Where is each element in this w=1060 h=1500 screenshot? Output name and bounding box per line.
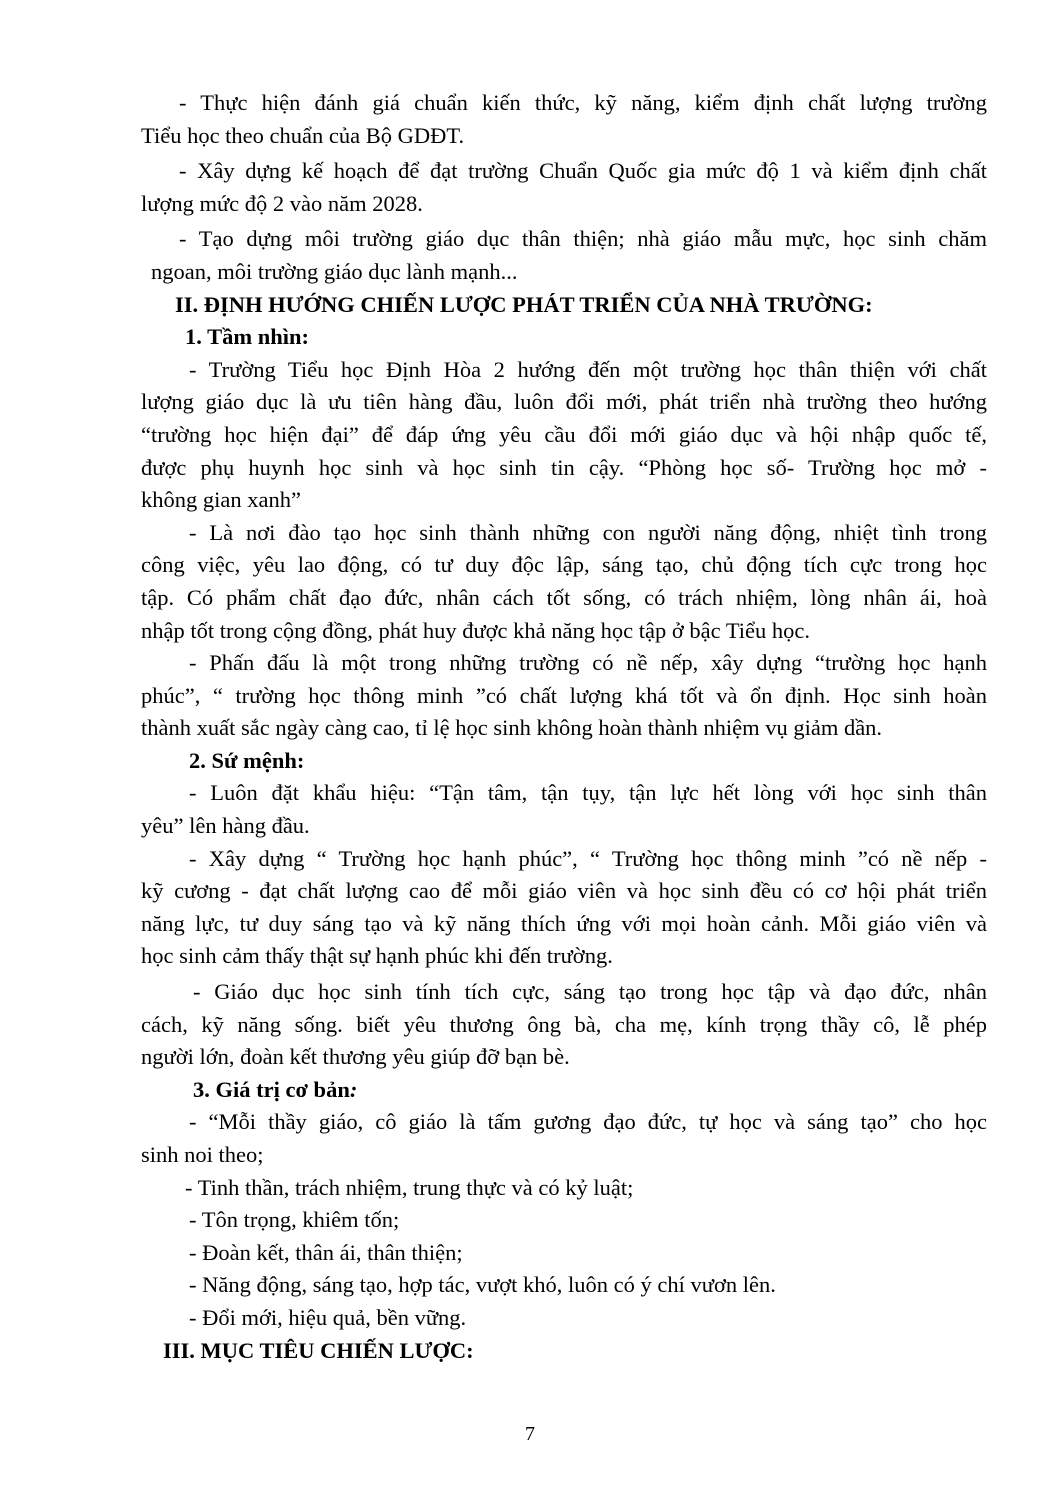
vision-p1-line-5: không gian xanh” (141, 487, 301, 513)
mission-p1-line-2: yêu” lên hàng đầu. (141, 813, 310, 839)
values-item: - Đổi mới, hiệu quả, bền vững. (189, 1304, 467, 1330)
intro-item-3-line-2: ngoan, môi trường giáo dục lành mạnh... (151, 258, 518, 284)
mission-p1-line-1: - Luôn đặt khẩu hiệu: “Tận tâm, tận tụy, tận lực hết lòng với học sinh thân (189, 780, 987, 806)
section-3-heading: III. MỤC TIÊU CHIẾN LƯỢC: (163, 1337, 474, 1363)
vision-p3-line-2: phúc”, “ trường học thông minh ”có chất lượng khá tốt và ổn định. Học sinh hoàn (141, 682, 987, 708)
values-heading (141, 1074, 987, 1107)
vision-p2-line-2: công việc, yêu lao động, có tư duy độc lập, sáng tạo, chủ động tích cực trong học (141, 552, 987, 578)
values-heading-text: 3. Giá trị cơ bản (193, 1076, 350, 1102)
intro-item-3-line-1: - Tạo dựng môi trường giáo dục thân thiện; nhà giáo mẫu mực, học sinh chăm (179, 226, 987, 252)
values-item: - Tinh thần, trách nhiệm, trung thực và có kỷ luật; (185, 1174, 634, 1200)
vision-p1-line-1: - Trường Tiểu học Định Hòa 2 hướng đến một trường học thân thiện với chất (189, 356, 987, 382)
values-p1-line-1: - “Mỗi thầy giáo, cô giáo là tấm gương đạo đức, tự học và sáng tạo” cho học (189, 1109, 987, 1135)
mission-p3-line-3: người lớn, đoàn kết thương yêu giúp đỡ bạn bè. (141, 1044, 570, 1070)
page-number: 7 (525, 1423, 535, 1445)
intro-item-1-line-2: Tiểu học theo chuẩn của Bộ GDĐT. (141, 122, 465, 148)
intro-item-1-line-1: - Thực hiện đánh giá chuẩn kiến thức, kỹ năng, kiểm định chất lượng trường (179, 90, 987, 115)
vision-heading: 1. Tầm nhìn: (185, 324, 310, 350)
vision-p3-line-1: - Phấn đấu là một trong những trường có nề nếp, xây dựng “trường học hạnh (189, 650, 987, 676)
page-content (141, 87, 987, 1367)
mission-p2-line-3: năng lực, tư duy sáng tạo và kỹ năng thích ứng với mọi hoàn cảnh. Mỗi giáo viên và (141, 910, 987, 936)
section-2-heading: II. ĐỊNH HƯỚNG CHIẾN LƯỢC PHÁT TRIỂN CỦA NHÀ TRƯỜNG: (175, 291, 873, 317)
values-p1-line-2: sinh noi theo; (141, 1142, 264, 1167)
values-item: - Năng động, sáng tạo, hợp tác, vượt khó, luôn có ý chí vươn lên. (189, 1272, 776, 1298)
vision-p1-line-3: “trường học hiện đại” để đáp ứng yêu cầu đổi mới giáo dục và hội nhập quốc tế, (141, 421, 987, 447)
values-heading-colon: : (349, 1076, 358, 1102)
vision-p1-line-2: lượng giáo dục là ưu tiên hàng đầu, luôn đổi mới, phát triển nhà trường theo hướng (141, 389, 987, 415)
intro-item-2-line-1: - Xây dựng kế hoạch để đạt trường Chuẩn Quốc gia mức độ 1 và kiểm định chất (179, 158, 987, 184)
vision-p1-line-4: được phụ huynh học sinh và học sinh tin cậy. “Phòng học số- Trường học mở - (141, 454, 987, 480)
mission-p2-line-2: kỹ cương - đạt chất lượng cao để mỗi giáo viên và học sinh đều có cơ hội phát triển (141, 878, 987, 904)
mission-p2-line-4: học sinh cảm thấy thật sự hạnh phúc khi đến trường. (141, 943, 613, 969)
intro-item-2-line-2: lượng mức độ 2 vào năm 2028. (141, 190, 423, 216)
values-item: - Đoàn kết, thân ái, thân thiện; (189, 1239, 463, 1265)
vision-p2-line-1: - Là nơi đào tạo học sinh thành những con người năng động, nhiệt tình trong (189, 519, 987, 545)
mission-p3-line-1: - Giáo dục học sinh tính tích cực, sáng tạo trong học tập và đạo đức, nhân (193, 979, 987, 1005)
mission-heading: 2. Sứ mệnh: (189, 747, 305, 773)
mission-p3-line-2: cách, kỹ năng sống. biết yêu thương ông bà, cha mẹ, kính trọng thầy cô, lễ phép (141, 1011, 987, 1037)
mission-p2-line-1: - Xây dựng “ Trường học hạnh phúc”, “ Trường học thông minh ”có nề nếp - (189, 845, 987, 871)
vision-p2-line-4: nhập tốt trong cộng đồng, phát huy được khả năng học tập ở bậc Tiểu học. (141, 617, 811, 643)
vision-p3-line-3: thành xuất sắc ngày càng cao, tỉ lệ học sinh không hoàn thành nhiệm vụ giảm dần. (141, 715, 883, 741)
vision-p2-line-3: tập. Có phẩm chất đạo đức, nhân cách tốt sống, có trách nhiệm, lòng nhân ái, hoà (141, 584, 987, 610)
values-item: - Tôn trọng, khiêm tốn; (189, 1207, 400, 1233)
